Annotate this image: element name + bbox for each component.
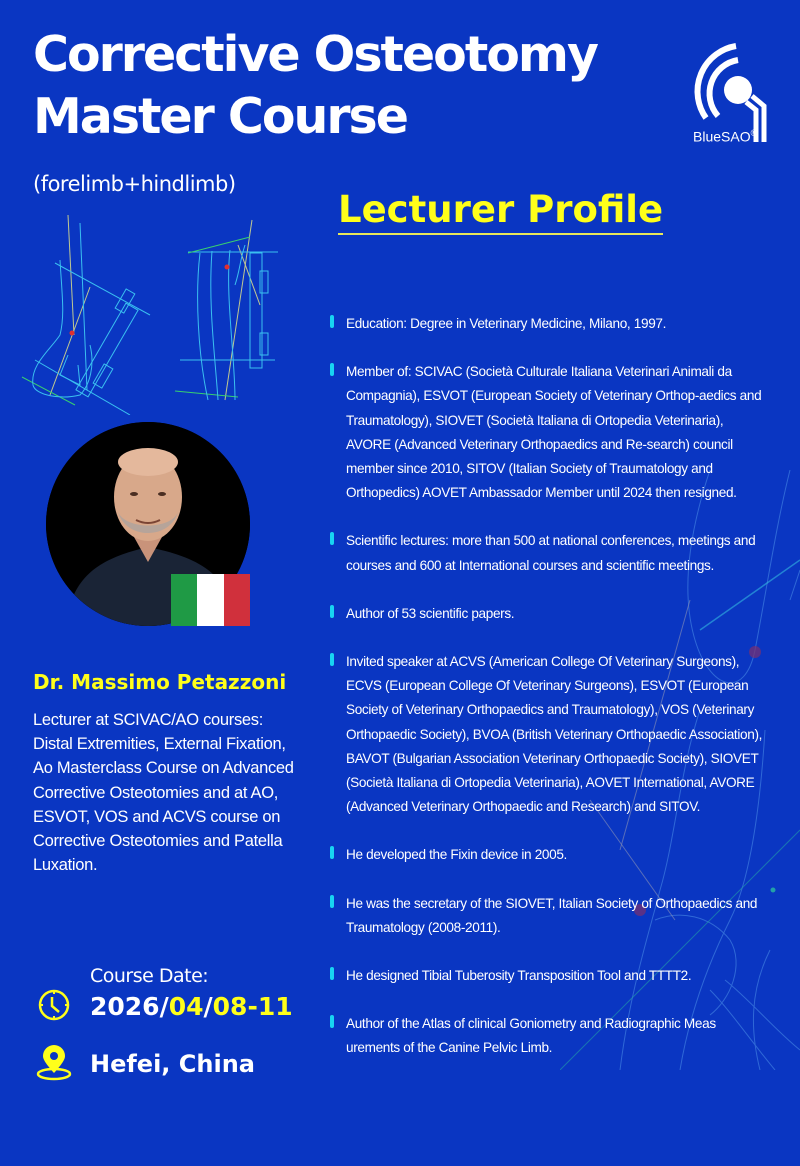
logo-registered-mark: ® [750, 128, 758, 138]
course-date-days: 08-11 [212, 992, 293, 1021]
osteotomy-diagram [20, 215, 310, 415]
profile-item-lectures: Scientific lectures: more than 500 at national conferences, meetings and courses and 600 at International courses and scientific meetings. [328, 529, 768, 577]
profile-item-secretary: He was the secretary of the SIOVET, Italian Society of Orthopaedics and Traumatology (2008-2011). [328, 892, 768, 940]
course-location: Hefei, China [90, 1050, 255, 1078]
course-date [90, 992, 293, 1021]
lecturer-profile-list [328, 312, 768, 1061]
logo-brand [693, 128, 757, 145]
course-date-year: 2026/ [90, 992, 169, 1021]
clock-icon [37, 988, 71, 1022]
profile-item-papers: Author of 53 scientific papers. [328, 602, 768, 626]
lecturer-name: Dr. Massimo Petazzoni [33, 670, 287, 694]
italy-flag-icon [171, 574, 250, 626]
location-pin-icon [35, 1045, 73, 1081]
flag-white-stripe [197, 574, 223, 626]
course-subtitle: (forelimb+hindlimb) [33, 172, 236, 196]
course-title-line2: Master Course [33, 88, 407, 145]
logo-brand-text: BlueSAO [693, 128, 751, 145]
profile-item-fixin: He developed the Fixin device in 2005. [328, 843, 768, 867]
profile-item-invited-speaker: Invited speaker at ACVS (American College Of Veterinary Surgeons), ECVS (European College Of Veterinary Surgeons), ESVOT (European Society of Veterinary Orthopaedics and Traumatology), VOS (Veterinary Orthopaedic Society), BVOA (British Veterinary Orthopaedic Association), BAVOT (Bulgarian Association Veterinary Orthopaedic Society), SIOVET (Società Italiana di Ortopedia Veterinaria), AOVET International, AVORE (Advanced Veterinary Orthopaedic and Research) and SITOV. [328, 650, 768, 819]
profile-item-atlas: Author of the Atlas of clinical Goniometry and Radiographic Meas urements of the Canine Pelvic Limb. [328, 1012, 768, 1060]
lecturer-bio: Lecturer at SCIVAC/AO courses: Distal Extremities, External Fixation, Ao Masterclass Course on Advanced Corrective Osteotomies and at AO, ESVOT, VOS and ACVS course on Corrective Osteotomies and Patella Luxation. [33, 711, 294, 875]
profile-item-tttt: He designed Tibial Tuberosity Transposition Tool and TTTT2. [328, 964, 768, 988]
course-date-separator: / [203, 992, 213, 1021]
lecturer-profile-heading: Lecturer Profile [338, 188, 663, 235]
course-date-month: 04 [168, 992, 204, 1021]
flag-red-stripe [224, 574, 250, 626]
course-title [33, 24, 597, 148]
profile-item-education: Education: Degree in Veterinary Medicine, Milano, 1997. [328, 312, 768, 336]
course-date-label: Course Date: [90, 965, 209, 987]
flag-green-stripe [171, 574, 197, 626]
course-title-line1: Corrective Osteotomy [33, 26, 597, 83]
profile-item-membership: Member of: SCIVAC (Società Culturale Italiana Veterinari Animali da Compagnia), ESVOT (European Society of Veterinary Orthop-aedics and Traumatology), SIOVET (Società Italiana di Ortopedia Veterinaria), AVORE (Advanced Veterinary Orthopaedics and Re-search) council member since 2010, SITOV (Italian Society of Traumatology and Orthopedics) AOVET Ambassador Member until 2024 then resigned. [328, 360, 768, 505]
